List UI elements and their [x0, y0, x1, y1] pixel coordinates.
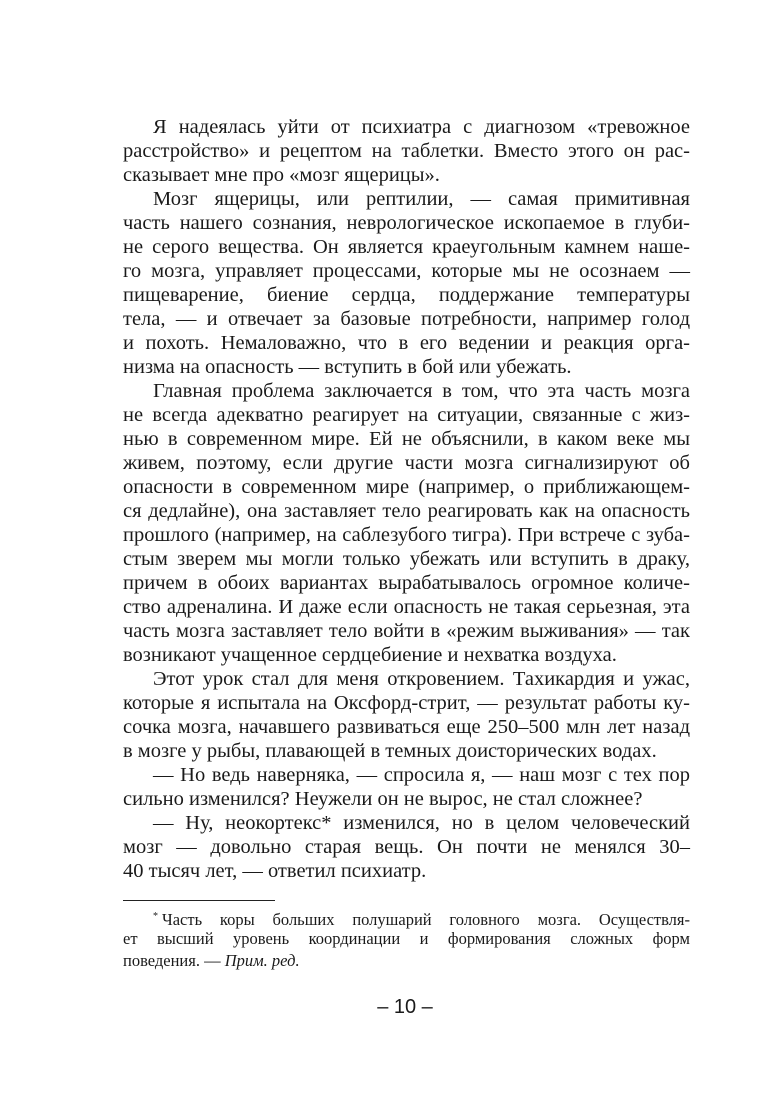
text-line: Мозг ящерицы, или рептилии, — самая примитивная — [153, 188, 690, 210]
paragraph — [123, 187, 690, 379]
text-line: которые я испытала на Оксфорд-стрит, — результат работы ку- — [123, 692, 690, 714]
text-line: опасности в современном мире (например, о приближающем- — [123, 476, 690, 498]
text-line: живем, поэтому, если другие части мозга сигнализируют об — [123, 452, 690, 474]
text-line: мозг — довольно старая вещь. Он почти не менялся 30– — [123, 836, 690, 858]
paragraph — [123, 763, 690, 811]
footnote-marker: * — [153, 911, 158, 922]
footnote-separator — [123, 900, 275, 901]
text-line: расстройство» и рецептом на таблетки. Вместо этого он рас- — [123, 140, 690, 162]
footnote-line — [123, 906, 690, 928]
footnote-line — [123, 950, 690, 972]
text-line: сказывает мне про «мозг ящерицы». — [123, 164, 440, 186]
paragraph — [123, 115, 690, 187]
text-line: сочка мозга, начавшего развиваться еще 250–500 млн лет назад — [123, 716, 690, 738]
text-line: стым зверем мы могли только убежать или вступить в драку, — [123, 548, 690, 570]
text-line: прошлого (например, на саблезубого тигра). При встрече с зуба- — [123, 524, 690, 546]
text-line: Этот урок стал для меня откровением. Тахикардия и ужас, — [153, 668, 690, 690]
page-number: – 10 – — [377, 996, 433, 1018]
footnote-line: ет высший уровень координации и формирования сложных форм — [123, 929, 690, 948]
text-line: низма на опасность — вступить в бой или убежать. — [123, 356, 572, 378]
footnote-text: Часть коры больших полушарий головного мозга. Осуществля- — [162, 910, 690, 929]
text-line: нью в современном мире. Ей не объяснили, в каком веке мы — [123, 428, 690, 450]
paragraph — [123, 811, 690, 883]
footnote — [123, 906, 690, 972]
text-line: тела, — и отвечает за базовые потребности, например голод — [123, 308, 690, 330]
text-line: ство адреналина. И даже если опасность не такая серьезная, эта — [123, 596, 690, 618]
text-line: часть мозга заставляет тело войти в «режим выживания» — так — [123, 620, 690, 642]
text-line: Я надеялась уйти от психиатра с диагнозом «тревожное — [153, 116, 690, 138]
paragraph — [123, 667, 690, 763]
text-line: 40 тысяч лет, — ответил психиатр. — [123, 860, 427, 882]
footnote-text: поведения. — — [123, 951, 225, 970]
text-line: в мозге у рыбы, плавающей в темных доисторических водах. — [123, 740, 657, 762]
body-text — [123, 115, 690, 883]
text-line: сильно изменился? Неужели он не вырос, не стал сложнее? — [123, 788, 643, 810]
text-line: причем в обоих вариантах вырабатывалось огромное количе- — [123, 572, 690, 594]
text-line: — Но ведь наверняка, — спросила я, — наш мозг с тех пор — [153, 764, 690, 786]
text-line: не всегда адекватно реагирует на ситуации, связанные с жиз- — [123, 404, 690, 426]
editor-note: Прим. ред. — [224, 951, 300, 970]
text-line: го мозга, управляет процессами, которые мы не осознаем — — [123, 260, 690, 282]
text-line: не серого вещества. Он является краеугольным камнем наше- — [123, 236, 690, 258]
text-line: ся дедлайне), она заставляет тело реагировать как на опасность — [123, 500, 690, 522]
text-line: Главная проблема заключается в том, что эта часть мозга — [153, 380, 690, 402]
text-line: пищеварение, биение сердца, поддержание температуры — [123, 284, 690, 306]
text-line: и похоть. Немаловажно, что в его ведении и реакция орга- — [123, 332, 690, 354]
text-line: возникают учащенное сердцебиение и нехватка воздуха. — [123, 644, 617, 666]
text-line: — Ну, неокортекс* изменился, но в целом человеческий — [153, 812, 690, 834]
paragraph — [123, 379, 690, 667]
text-line: часть нашего сознания, неврологическое ископаемое в глуби- — [123, 212, 690, 234]
